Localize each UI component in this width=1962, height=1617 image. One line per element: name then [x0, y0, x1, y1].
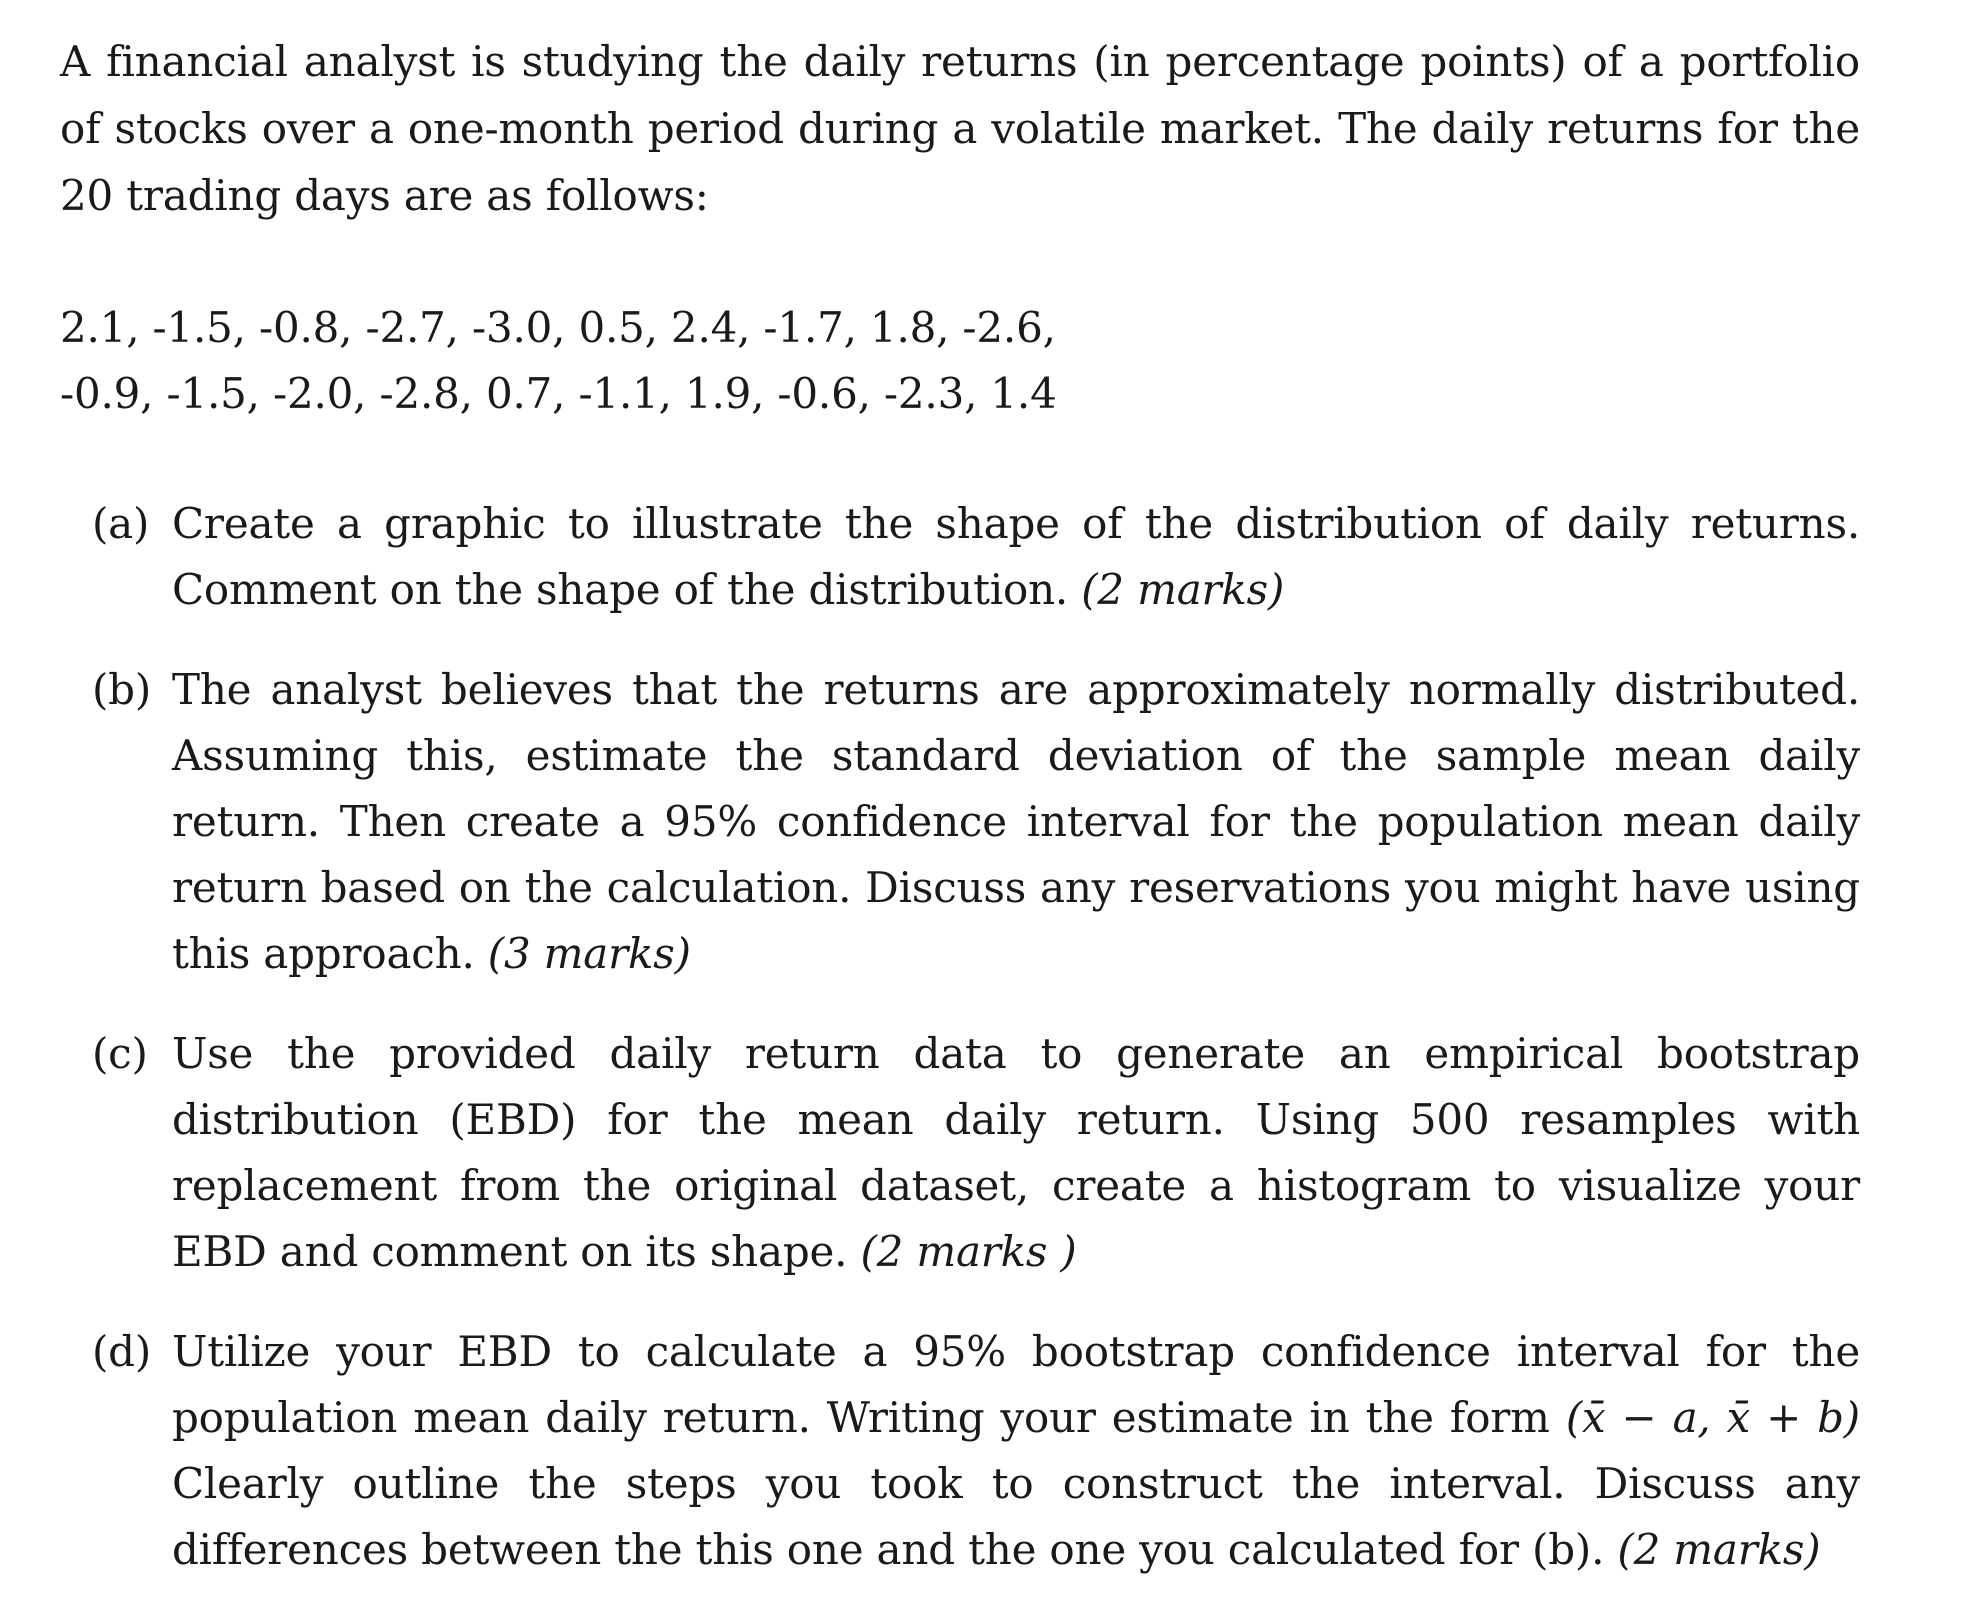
data-line-2: -0.9, -1.5, -2.0, -2.8, 0.7, -1.1, 1.9, -0.6, -2.3, 1.4: [60, 369, 1057, 418]
part-d-label: (d): [92, 1327, 152, 1376]
question-page: [60, 28, 1860, 1617]
part-c-text: Use the provided daily return data to generate an empirical bootstrap distribution (EBD) for the mean daily return. Using 500 resamples with replacement from the original dataset, create a histogram to visualize your EBD and comment on its shape.: [172, 1029, 1860, 1276]
part-d-text-before: Utilize your EBD to calculate a 95% bootstrap confidence interval for the population mean daily return. Writing your estimate in the form: [172, 1327, 1860, 1442]
question-intro: A financial analyst is studying the daily returns (in percentage points) of a portfolio of stocks over a one-month period during a volatile market. The daily returns for the 20 trading days are as follows:: [60, 37, 1860, 220]
part-a-text: Create a graphic to illustrate the shape of the distribution of daily returns. Comment on the shape of the distribution.: [172, 499, 1860, 614]
part-c-marks: (2 marks ): [860, 1227, 1077, 1276]
interval-formula: (x̄ − a, x̄ + b): [1565, 1393, 1860, 1442]
part-b-text: The analyst believes that the returns are approximately normally distributed. Assuming this, estimate the standard deviation of the sample mean daily return. Then create a 95% confidence interval for the population mean daily return based on the calculation. Discuss any reservations you might have using this approach.: [172, 665, 1860, 978]
part-b: [60, 657, 1860, 987]
part-d-text-after: Clearly outline the steps you took to construct the interval. Discuss any differences between the this one and the one you calculated for (b).: [172, 1459, 1860, 1574]
part-a: [60, 491, 1860, 623]
question-parts: [60, 491, 1860, 1583]
part-c: [60, 1021, 1860, 1285]
part-a-marks: (2 marks): [1081, 565, 1285, 614]
part-b-marks: (3 marks): [487, 929, 691, 978]
part-b-label: (b): [92, 665, 152, 714]
data-line-1: 2.1, -1.5, -0.8, -2.7, -3.0, 0.5, 2.4, -1.7, 1.8, -2.6,: [60, 303, 1056, 352]
part-c-label: (c): [92, 1029, 148, 1078]
part-a-label: (a): [92, 499, 150, 548]
daily-returns-data: [60, 295, 1860, 427]
part-d-marks: (2 marks): [1617, 1525, 1821, 1574]
part-d: [60, 1319, 1860, 1583]
